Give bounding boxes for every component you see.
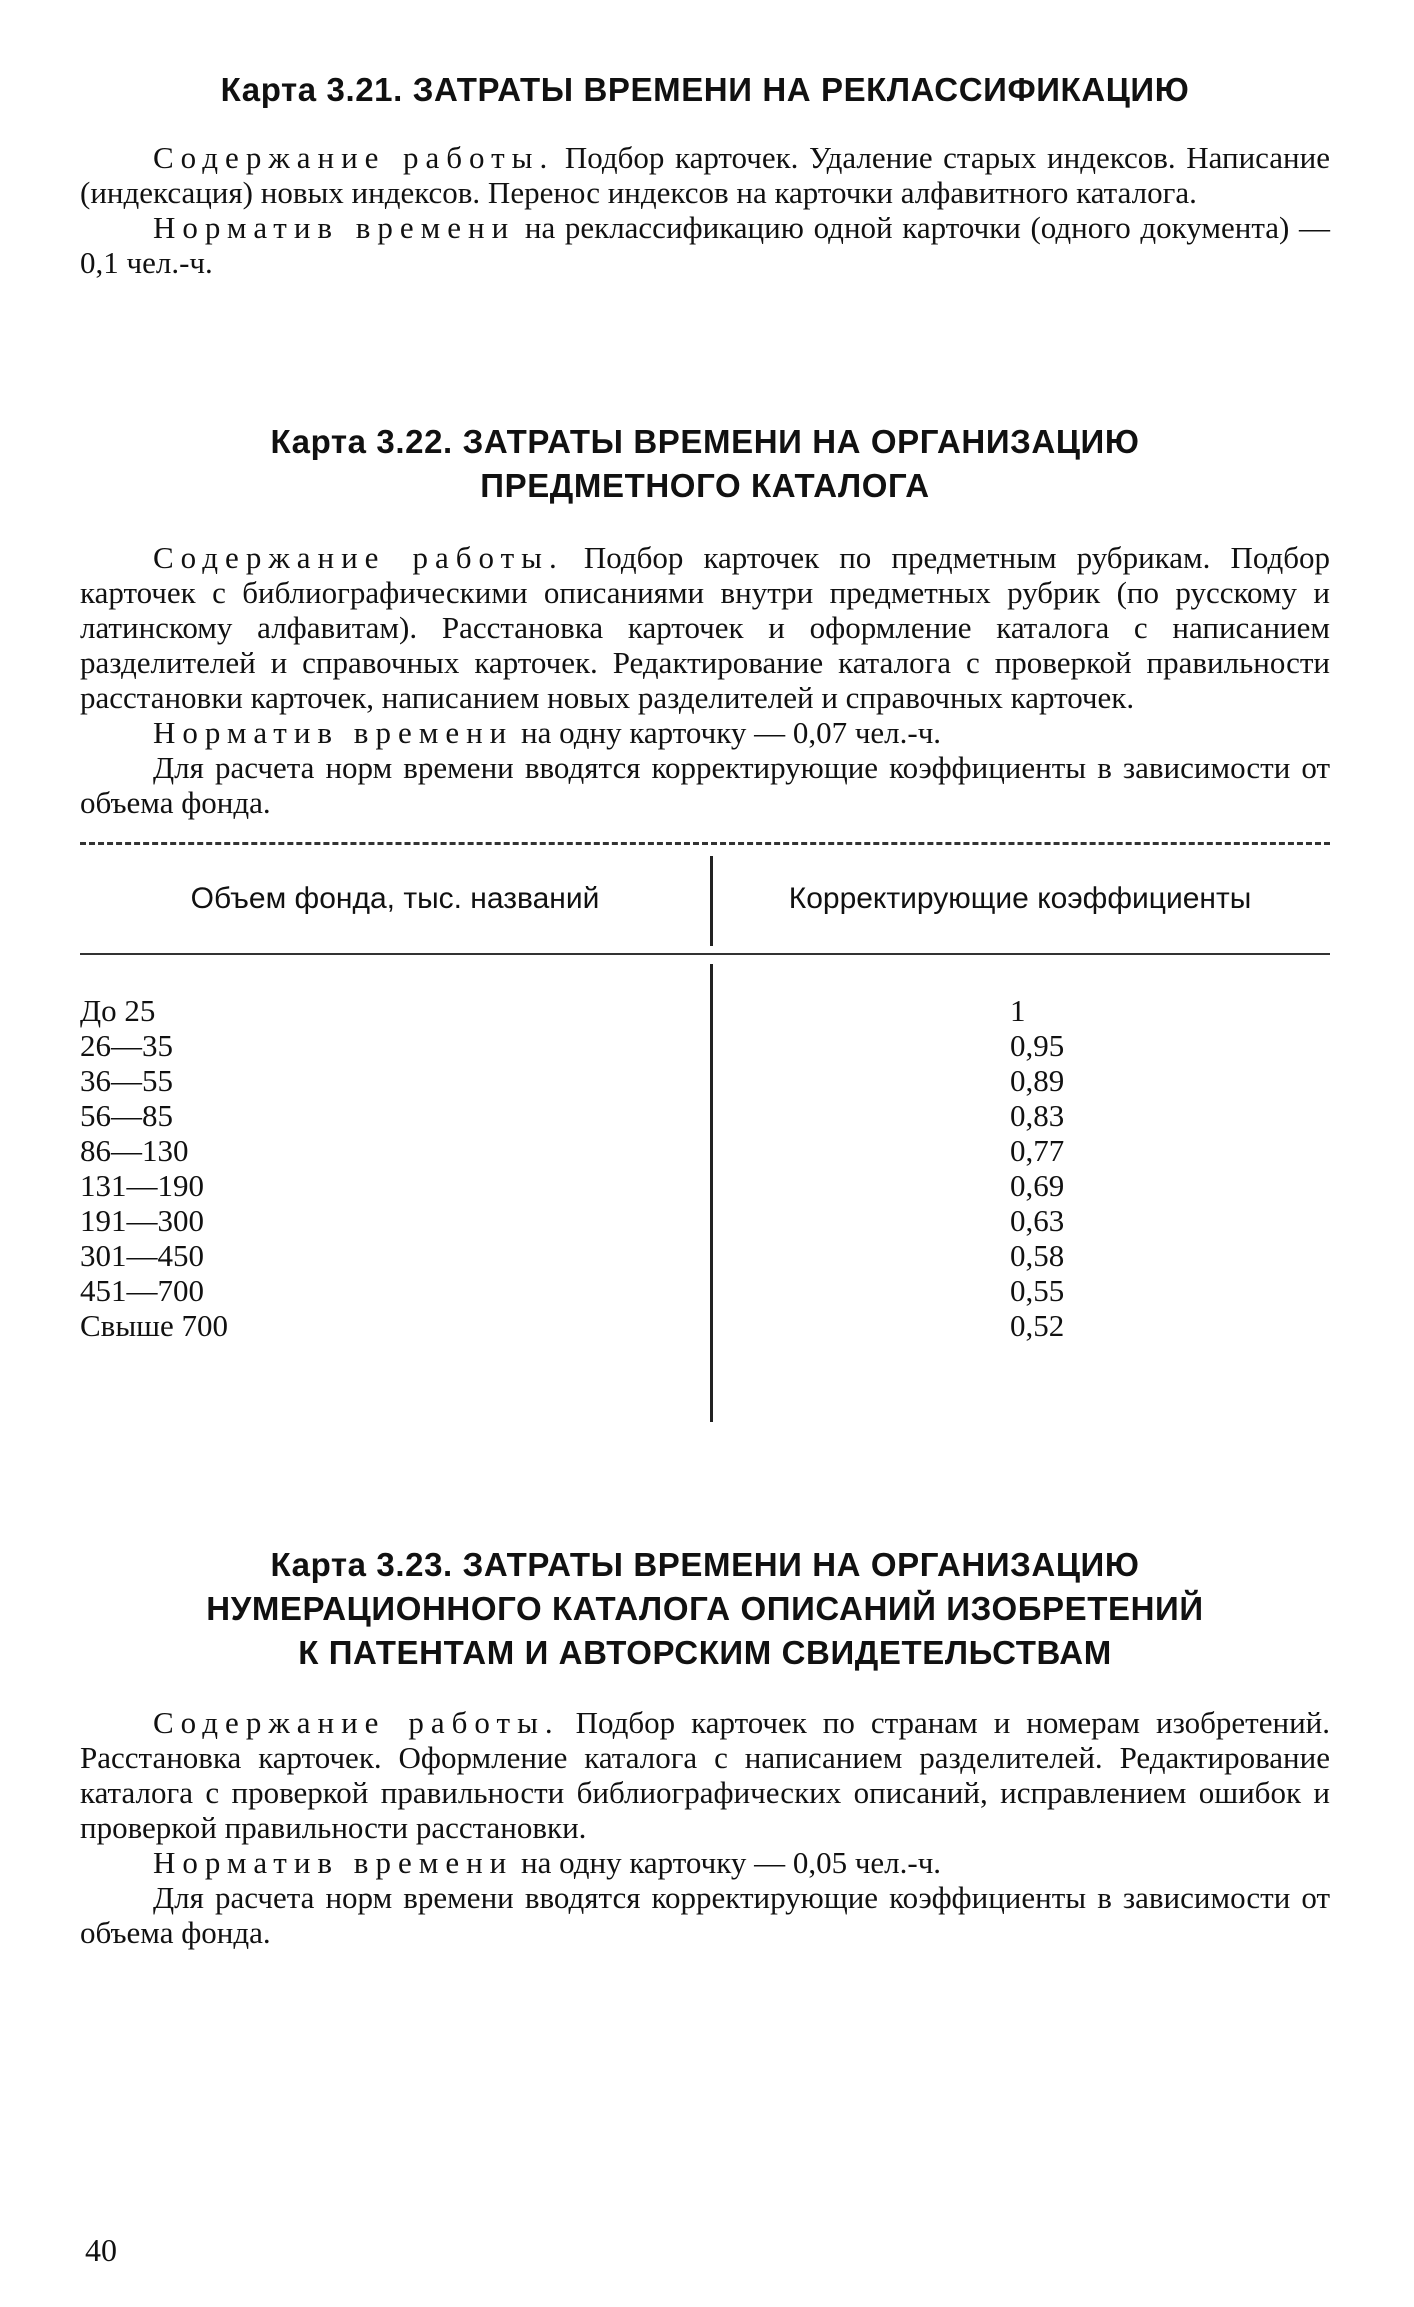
table-header-volume: Объем фонда, тыс. названий bbox=[190, 882, 600, 915]
card-3-21 bbox=[80, 68, 1330, 280]
card-3-22-coef-note: Для расчета норм времени вводятся корректирующие коэффициенты в зависимости от объема фонда. bbox=[80, 750, 1330, 820]
content-label: Содержание работы. bbox=[153, 1705, 560, 1740]
card-3-21-title-main: ЗАТРАТЫ ВРЕМЕНИ НА РЕКЛАССИФИКАЦИЮ bbox=[412, 71, 1190, 108]
card-3-23-title-line3: К ПАТЕНТАМ И АВТОРСКИМ СВИДЕТЕЛЬСТВАМ bbox=[298, 1634, 1112, 1671]
table-cell-volume: 451—700 bbox=[80, 1273, 204, 1308]
card-3-22-title-line2: ПРЕДМЕТНОГО КАТАЛОГА bbox=[480, 467, 930, 504]
content-text: Подбор карточек по предметным рубрикам. Подбор карточек с библиографическими описаниями внутри предметных рубрик (по русскому и латинскому алфавитам). Расстановка карточек и оформление каталога с написанием разделителей и справочных карточек. Редактирование каталога с проверкой правильности расстановки карточек, написанием новых разделителей и справочных карточек. bbox=[80, 540, 1331, 715]
coefficients-table bbox=[80, 842, 1330, 1343]
norm-text: на одну карточку — 0,07 чел.-ч. bbox=[521, 715, 942, 750]
content-text: Подбор карточек по странам и номерам изобретений. Расстановка карточек. Оформление каталога с написанием разделителей. Редактирование каталога с проверкой правильности библиографических описаний, исправлением ошибок и проверкой правильности расстановки. bbox=[80, 1705, 1330, 1845]
table-cell-volume: Свыше 700 bbox=[80, 1308, 229, 1343]
table-cell-volume: 131—190 bbox=[80, 1168, 204, 1203]
table-cell-coefficient: 1 bbox=[1010, 993, 1026, 1028]
coefficient-column bbox=[730, 993, 1330, 1343]
table-body-divider bbox=[710, 964, 713, 1422]
table-cell-coefficient: 0,77 bbox=[1010, 1133, 1065, 1168]
card-3-23-content bbox=[80, 1705, 1330, 1845]
table-cell-volume: 301—450 bbox=[80, 1238, 204, 1273]
table-cell-volume: До 25 bbox=[80, 993, 156, 1028]
card-3-21-title bbox=[80, 68, 1330, 112]
table-cell-coefficient: 0,55 bbox=[1010, 1273, 1065, 1308]
card-3-22-title-line1: ЗАТРАТЫ ВРЕМЕНИ НА ОРГАНИЗАЦИЮ bbox=[462, 423, 1140, 460]
norm-text: на реклассификацию одной карточки (одного документа) — 0,1 чел.-ч. bbox=[80, 210, 1331, 280]
table-cell-volume: 86—130 bbox=[80, 1133, 189, 1168]
table-body bbox=[80, 993, 1330, 1343]
card-3-22-title-prefix: Карта 3.22. bbox=[270, 423, 453, 460]
table-header-coefficient: Корректирующие коэффициенты bbox=[788, 882, 1252, 915]
table-cell-volume: 26—35 bbox=[80, 1028, 173, 1063]
table-cell-coefficient: 0,63 bbox=[1010, 1203, 1065, 1238]
table-cell-volume: 191—300 bbox=[80, 1203, 204, 1238]
card-3-23-norm bbox=[80, 1845, 1330, 1880]
content-label: Содержание работы. bbox=[153, 540, 564, 575]
card-3-22 bbox=[80, 420, 1330, 820]
norm-label: Норматив времени bbox=[153, 210, 516, 245]
card-3-21-title-prefix: Карта 3.21. bbox=[220, 71, 403, 108]
card-3-23 bbox=[80, 1543, 1330, 1950]
table-cell-coefficient: 0,89 bbox=[1010, 1063, 1065, 1098]
table-cell-volume: 56—85 bbox=[80, 1098, 173, 1133]
norm-label: Норматив времени bbox=[153, 1845, 514, 1880]
table-cell-coefficient: 0,69 bbox=[1010, 1168, 1065, 1203]
table-head-divider bbox=[710, 856, 713, 946]
norm-text: на одну карточку — 0,05 чел.-ч. bbox=[521, 1845, 942, 1880]
card-3-23-title bbox=[80, 1543, 1330, 1675]
table-cell-coefficient: 0,95 bbox=[1010, 1028, 1065, 1063]
page bbox=[80, 68, 1330, 1950]
volume-column bbox=[80, 993, 730, 1343]
card-3-22-content bbox=[80, 540, 1330, 715]
card-3-22-title bbox=[80, 420, 1330, 508]
card-3-23-title-line1: ЗАТРАТЫ ВРЕМЕНИ НА ОРГАНИЗАЦИЮ bbox=[462, 1546, 1140, 1583]
table-header-row bbox=[80, 845, 1330, 953]
table-cell-volume: 36—55 bbox=[80, 1063, 173, 1098]
content-label: Содержание работы. bbox=[153, 140, 555, 175]
card-3-21-norm bbox=[80, 210, 1330, 280]
table-cell-coefficient: 0,58 bbox=[1010, 1238, 1065, 1273]
card-3-21-content bbox=[80, 140, 1330, 210]
table-cell-coefficient: 0,52 bbox=[1010, 1308, 1065, 1343]
norm-label: Норматив времени bbox=[153, 715, 514, 750]
card-3-23-coef-note: Для расчета норм времени вводятся корректирующие коэффициенты в зависимости от объема фонда. bbox=[80, 1880, 1330, 1950]
table-cell-coefficient: 0,83 bbox=[1010, 1098, 1065, 1133]
page-number: 40 bbox=[85, 2232, 117, 2268]
card-3-23-title-prefix: Карта 3.23. bbox=[270, 1546, 453, 1583]
content-text: Подбор карточек. Удаление старых индексов. Написание (индексация) новых индексов. Перенос индексов на карточки алфавитного каталога. bbox=[80, 140, 1331, 210]
card-3-22-norm bbox=[80, 715, 1330, 750]
card-3-23-title-line2: НУМЕРАЦИОННОГО КАТАЛОГА ОПИСАНИЙ ИЗОБРЕТЕНИЙ bbox=[206, 1590, 1204, 1627]
